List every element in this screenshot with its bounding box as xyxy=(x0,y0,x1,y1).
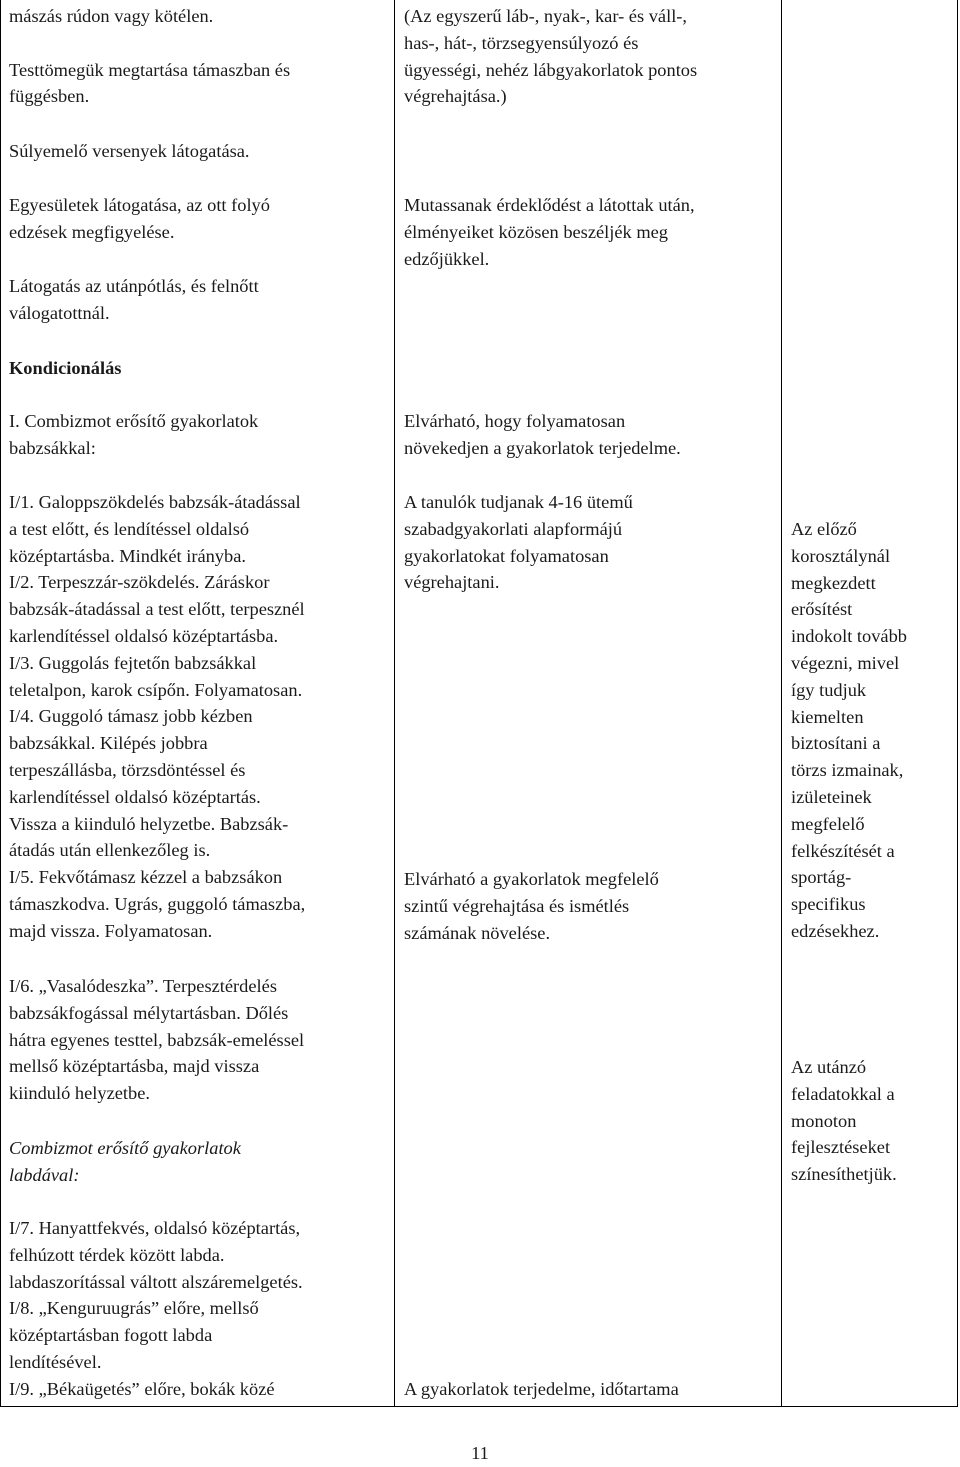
text-line: Mutassanak érdeklődést a látottak után, xyxy=(404,195,695,215)
text-line: Testtömegük megtartása támaszban és xyxy=(9,59,291,80)
text-line: terpeszállásba, törzsdöntéssel és xyxy=(9,759,246,780)
text-line: majd vissza. Folyamatosan. xyxy=(9,920,213,941)
text-block xyxy=(9,138,250,165)
exercise-list xyxy=(9,1215,303,1403)
text-block xyxy=(404,192,695,272)
text-line: Látogatás az utánpótlás, és felnőtt xyxy=(9,276,259,296)
text-line: Vissza a kiinduló helyzetbe. Babzsák- xyxy=(9,813,289,834)
text-line: függésben. xyxy=(9,86,90,107)
text-line: labdaszorítással váltott alszáremelgetés. xyxy=(9,1271,303,1292)
section-heading: Kondicionálás xyxy=(9,358,122,378)
text-line: edzések megfigyelése. xyxy=(9,221,175,242)
text-block xyxy=(9,408,258,462)
text-line: I/3. Guggolás fejtetőn babzsákkal xyxy=(9,652,257,673)
text-line: mászás rúdon vagy kötélen. xyxy=(9,6,214,26)
text-block xyxy=(404,408,681,462)
text-line: felhúzott térdek között labda. xyxy=(9,1244,225,1265)
text-line: I/9. „Békaügetés” előre, bokák közé xyxy=(9,1378,275,1399)
text-line: I/8. „Kenguruugrás” előre, mellső xyxy=(9,1298,259,1319)
text-line: válogatottnál. xyxy=(9,302,110,323)
text-line: támaszkodva. Ugrás, guggoló támaszba, xyxy=(9,893,306,914)
text-line: babzsák-átadással a test előtt, terpesznél xyxy=(9,599,305,620)
text-line: I/5. Fekvőtámasz kézzel a babzsákon xyxy=(9,867,283,888)
text-line: I/1. Galoppszökdelés babzsák-átadással xyxy=(9,492,301,512)
text-block xyxy=(791,516,907,945)
text-block xyxy=(9,3,290,110)
text-line: növekedjen a gyakorlatok terjedelme. xyxy=(404,437,681,458)
text-block xyxy=(9,192,270,246)
text-line: a test előtt, és lendítéssel oldalsó xyxy=(9,518,250,539)
text-line: kiemelten xyxy=(791,706,864,727)
text-line: megfelelő xyxy=(791,813,865,834)
text-line: babzsákkal. Kilépés jobbra xyxy=(9,733,208,754)
text-line: végrehajtása.) xyxy=(404,86,507,107)
column-divider-2 xyxy=(781,0,782,1407)
text-line: megkezdett xyxy=(791,572,876,593)
text-line: végezni, mivel xyxy=(791,652,900,673)
text-line: labdával: xyxy=(9,1164,80,1185)
text-line: teletalpon, karok csípőn. Folyamatosan. xyxy=(9,679,303,700)
text-line: Combizmot erősítő gyakorlatok xyxy=(9,1138,241,1158)
text-line: Elvárható a gyakorlatok megfelelő xyxy=(404,869,659,889)
text-line: has-, hát-, törzsegyensúlyozó és xyxy=(404,32,639,53)
text-line: biztosítani a xyxy=(791,733,881,754)
text-line: Súlyemelő versenyek látogatása. xyxy=(9,141,250,161)
text-line: felkészítését a xyxy=(791,840,895,861)
subsection-heading xyxy=(9,1135,241,1189)
text-line: babzsákkal: xyxy=(9,437,96,458)
text-line: fejlesztéseket xyxy=(791,1137,891,1158)
text-line: így tudjuk xyxy=(791,679,867,700)
text-line: indokolt tovább xyxy=(791,626,907,647)
page-number: 11 xyxy=(471,1443,489,1463)
text-line: karlendítéssel oldalsó középtartásba. xyxy=(9,625,279,646)
text-line: specifikus xyxy=(791,894,866,915)
column-divider-1 xyxy=(394,0,395,1407)
text-line: hátra egyenes testtel, babzsák-emeléssel xyxy=(9,1029,305,1050)
text-line: átadás után ellenkezőleg is. xyxy=(9,840,211,861)
text-line: élményeiket közösen beszéljék meg xyxy=(404,221,669,242)
text-block xyxy=(404,489,633,596)
text-line: Az utánzó xyxy=(791,1057,867,1077)
text-line: középtartásban fogott labda xyxy=(9,1325,213,1346)
text-line: karlendítéssel oldalsó középtartás. xyxy=(9,786,261,807)
text-line: edzésekhez. xyxy=(791,920,880,941)
text-line: babzsákfogással mélytartásban. Dőlés xyxy=(9,1002,289,1023)
text-line: középtartásba. Mindkét irányba. xyxy=(9,545,246,566)
text-line: korosztálynál xyxy=(791,545,891,566)
text-line: A tanulók tudjanak 4-16 ütemű xyxy=(404,492,633,512)
text-line: végrehajtani. xyxy=(404,572,500,593)
text-line: gyakorlatokat folyamatosan xyxy=(404,545,609,566)
text-block xyxy=(404,3,697,110)
text-line: színesíthetjük. xyxy=(791,1164,897,1185)
exercise-list xyxy=(9,489,305,945)
text-line: (Az egyszerű láb-, nyak-, kar- és váll-, xyxy=(404,6,688,26)
text-block xyxy=(404,866,659,946)
text-block xyxy=(404,1376,679,1403)
text-line: feladatokkal a xyxy=(791,1083,895,1104)
text-line: erősítést xyxy=(791,599,853,620)
text-line: I/2. Terpeszzár-szökdelés. Záráskor xyxy=(9,572,270,593)
exercise-list xyxy=(9,973,304,1107)
text-line: szabadgyakorlati alapformájú xyxy=(404,518,623,539)
text-block xyxy=(791,1054,897,1188)
text-line: ügyességi, nehéz lábgyakorlatok pontos xyxy=(404,59,698,80)
text-line: izületeinek xyxy=(791,786,872,807)
text-line: mellső középtartásba, majd vissza xyxy=(9,1056,260,1077)
text-line: edzőjükkel. xyxy=(404,248,490,269)
text-line: I/7. Hanyattfekvés, oldalsó középtartás, xyxy=(9,1218,301,1238)
text-block xyxy=(9,273,259,327)
text-line: I/4. Guggoló támasz jobb kézben xyxy=(9,706,253,727)
text-line: I/6. „Vasalódeszka”. Terpesztérdelés xyxy=(9,976,277,996)
text-line: Egyesületek látogatása, az ott folyó xyxy=(9,195,270,215)
text-line xyxy=(9,30,290,57)
text-line: sportág- xyxy=(791,867,852,888)
text-line: I. Combizmot erősítő gyakorlatok xyxy=(9,411,259,431)
text-line: kiinduló helyzetbe. xyxy=(9,1083,150,1104)
text-line: Az előző xyxy=(791,519,857,539)
text-line: Elvárható, hogy folyamatosan xyxy=(404,411,626,431)
text-line: A gyakorlatok terjedelme, időtartama xyxy=(404,1379,679,1399)
text-line: lendítésével. xyxy=(9,1351,102,1372)
text-line: monoton xyxy=(791,1110,857,1131)
text-line: számának növelése. xyxy=(404,922,551,943)
text-line: törzs izmainak, xyxy=(791,760,904,781)
text-line: szintű végrehajtása és ismétlés xyxy=(404,895,630,916)
